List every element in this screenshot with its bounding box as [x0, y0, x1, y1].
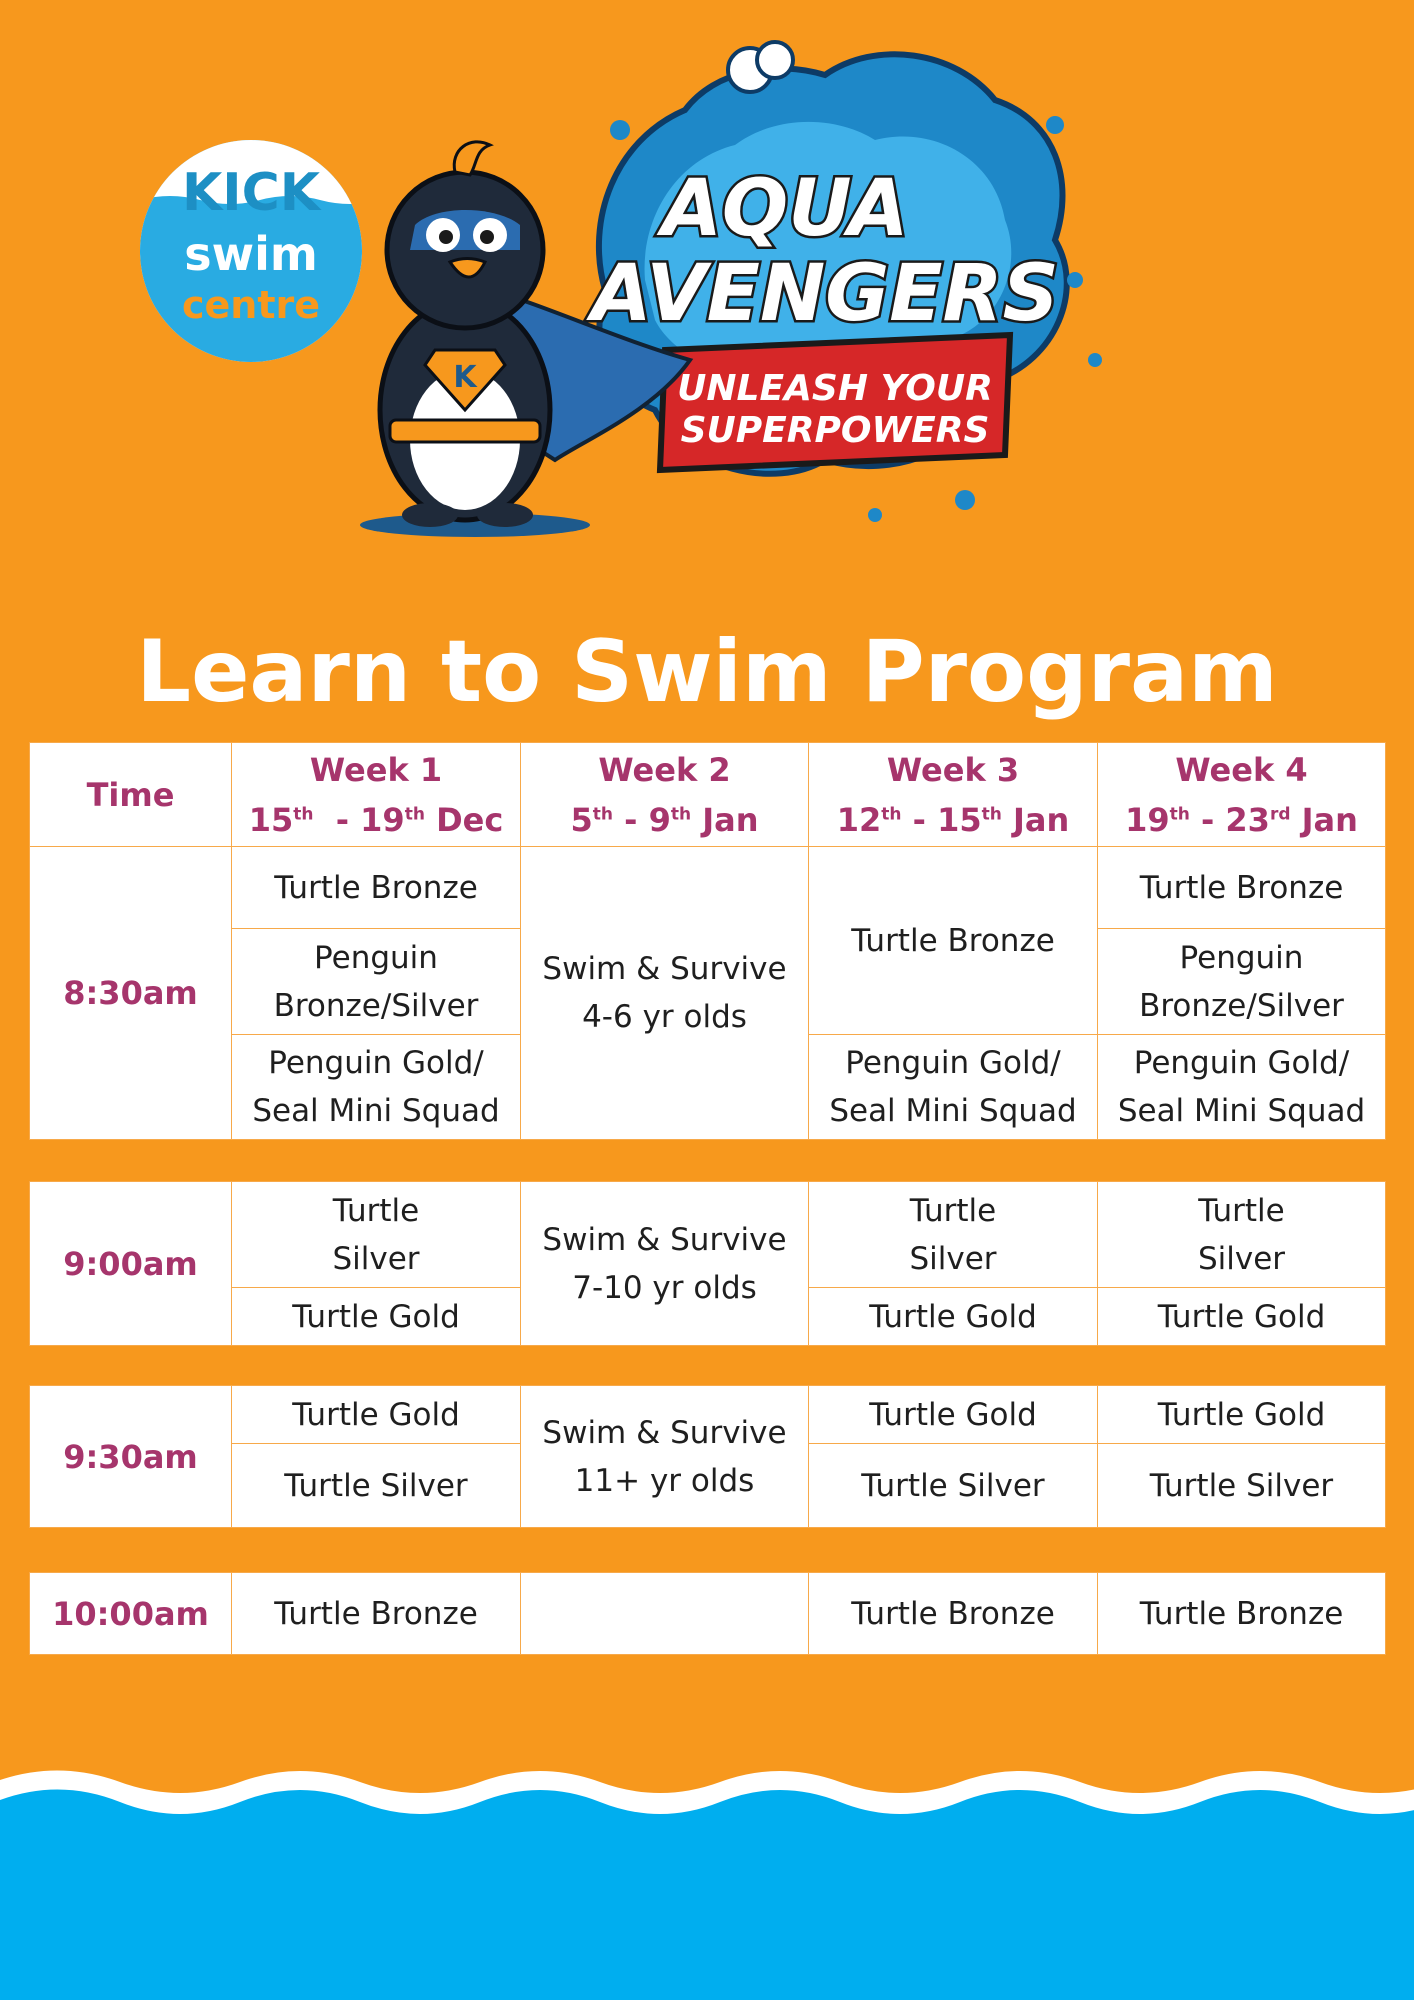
830-week4-class-3: [1098, 1035, 1386, 1140]
header-week-3: [809, 743, 1098, 847]
schedule-block-930: [29, 1385, 1386, 1528]
hero-title-line2: AVENGERS: [591, 249, 1059, 339]
930-week1-class-1: Turtle Gold: [232, 1386, 521, 1444]
1000-week2-empty: [521, 1573, 809, 1655]
930-week4-class-2: Turtle Silver: [1098, 1444, 1386, 1528]
830-week4-class-2: [1098, 929, 1386, 1035]
1000-week4-class: Turtle Bronze: [1098, 1573, 1386, 1655]
830-week1-class-3-text: Penguin Gold/ Seal Mini Squad: [252, 1045, 500, 1129]
830-week1-class-3: [232, 1035, 521, 1140]
aqua-avengers-hero-illustration: [355, 30, 1115, 550]
page-title: Learn to Swim Program: [136, 622, 1278, 722]
930-week2-swim-survive: [521, 1386, 809, 1528]
830-week1-class-1: Turtle Bronze: [232, 847, 521, 929]
schedule-block-830: [29, 846, 1386, 1140]
830-week3-class-2: [809, 1035, 1098, 1140]
900-week4-class-1: [1098, 1182, 1386, 1288]
900-week1-class-2: Turtle Gold: [232, 1288, 521, 1346]
week-2-label: Week 2: [598, 750, 731, 789]
900-week3-class-1: [809, 1182, 1098, 1288]
week-2-dates: 5th - 9th Jan: [570, 800, 759, 839]
logo-kick-text: KICK: [181, 163, 321, 223]
week-3-label: Week 3: [886, 750, 1020, 789]
badge-letter: K: [453, 360, 477, 395]
930-week3-class-1: Turtle Gold: [809, 1386, 1098, 1444]
900-week1-class-1-text: Turtle Silver: [332, 1192, 420, 1277]
week-4-dates: 19th - 23rd Jan: [1125, 800, 1358, 839]
time-930: 9:30am: [30, 1386, 232, 1528]
schedule-block-900: [29, 1181, 1386, 1346]
900-week3-class-1-text: Turtle Silver: [909, 1192, 997, 1277]
header-week-1: [232, 743, 521, 847]
kick-swim-centre-logo: [140, 140, 362, 362]
830-week2-text: Swim & Survive 4-6 yr olds: [542, 951, 787, 1035]
930-week3-class-2: Turtle Silver: [809, 1444, 1098, 1528]
900-week2-text: Swim & Survive 7-10 yr olds: [542, 1221, 787, 1306]
logo-centre-text: centre: [181, 283, 321, 327]
830-week4-class-3-text: Penguin Gold/ Seal Mini Squad: [1117, 1045, 1366, 1129]
830-week1-class-2-text: Penguin Bronze/Silver: [273, 939, 479, 1024]
830-week2-swim-survive: [521, 847, 809, 1140]
830-week4-class-1: Turtle Bronze: [1098, 847, 1386, 929]
header-week-2: [521, 743, 809, 847]
830-week3-class-2-text: Penguin Gold/ Seal Mini Squad: [829, 1045, 1077, 1129]
900-week2-swim-survive: [521, 1182, 809, 1346]
time-1000: 10:00am: [30, 1573, 232, 1655]
logo-swim-text: swim: [184, 227, 318, 281]
header-week-4: [1098, 743, 1386, 847]
830-week4-class-2-text: Penguin Bronze/Silver: [1139, 939, 1344, 1024]
schedule-block-1000: [29, 1572, 1386, 1655]
900-week4-class-2: Turtle Gold: [1098, 1288, 1386, 1346]
header-time: Time: [30, 743, 232, 847]
1000-week1-class: Turtle Bronze: [232, 1573, 521, 1655]
week-1-label: Week 1: [309, 750, 443, 789]
bottom-water-wave: [0, 1760, 1414, 2000]
930-week2-text: Swim & Survive 11+ yr olds: [542, 1414, 787, 1499]
830-week1-class-2: [232, 929, 521, 1035]
schedule-header-table: [29, 742, 1386, 847]
930-week4-class-1: Turtle Gold: [1098, 1386, 1386, 1444]
week-1-dates: 15th - 19th Dec: [248, 800, 504, 839]
1000-week3-class: Turtle Bronze: [809, 1573, 1098, 1655]
900-week3-class-2: Turtle Gold: [809, 1288, 1098, 1346]
week-3-dates: 12th - 15th Jan: [836, 800, 1070, 839]
banner-line1: UNLEASH YOUR: [677, 368, 993, 409]
930-week1-class-2: Turtle Silver: [232, 1444, 521, 1528]
830-week3-class-1: Turtle Bronze: [809, 847, 1098, 1035]
time-900: 9:00am: [30, 1182, 232, 1346]
week-4-label: Week 4: [1175, 750, 1308, 789]
900-week1-class-1: [232, 1182, 521, 1288]
hero-title-line1: AQUA: [661, 164, 909, 254]
banner-line2: SUPERPOWERS: [680, 410, 990, 451]
900-week4-class-1-text: Turtle Silver: [1197, 1192, 1286, 1277]
time-830: 8:30am: [30, 847, 232, 1140]
unleash-banner: [660, 335, 1010, 470]
